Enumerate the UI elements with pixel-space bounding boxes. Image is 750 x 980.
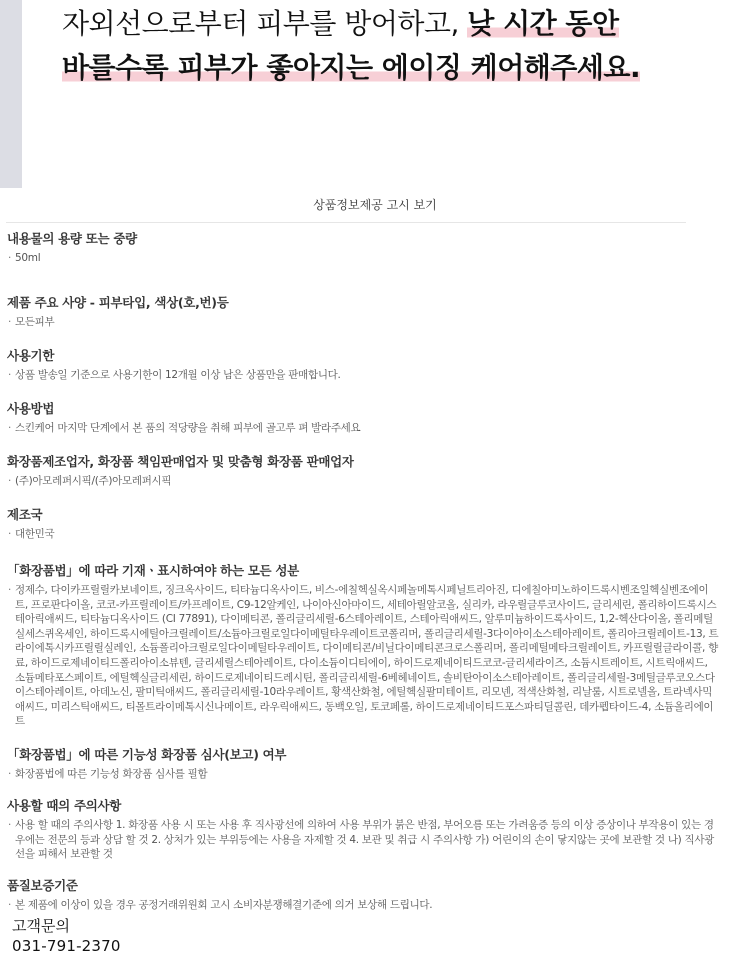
notice-item-value: · 50ml xyxy=(7,251,719,266)
notice-title[interactable]: 상품정보제공 고시 보기 xyxy=(313,198,437,212)
hero-line-1-plain: 자외선으로부터 피부를 방어하고, xyxy=(62,7,468,40)
notice-item-label: 사용기한 xyxy=(7,348,55,363)
notice-item-value: · 정제수, 다이카프릴릴카보네이트, 징크옥사이드, 티타늄디옥사이드, 비스-에칠헥실옥시페놀메톡시페닐트리아진, 디에칠아미노하이드록시벤조일헥실벤조에이트, 프로판다이올, 코코-카프릴레이트/카프레이트, C9-12알케인, 나이아신아마이드, 세테아릴알코올, 실리카, 라우릴글루코사이드, 글리세린, 폴리하이드록시스테아릭애씨드, 티타늄디옥사이드 (CI 77891), 다이메티콘, 폴리글리세릴-6스테아레이트, 스테아릭애씨드, 알루미늄하이드록사이드, 1,2-헥산다이올, 폴리메틸실세스퀴옥세인, 하이드록시에틸아크릴레이트/소듐아크릴로일다이메틸타우레이트코폴리머, 폴리글리세릴-3다이아이소스테아레이트, 폴리아크릴레이트-13, 트라이에톡시카프릴릴실레인, 소듐폴리아크릴로일다이메틸타우레이트, 다이메티콘/비닐다이메티콘크로스폴리머, 폴리메틸메타크릴레이트, 카프릴릴글라이콜, 향료, 하이드로제네이티드폴리아이소뷰텐, 글리세릴스테아레이트, 다이소듐이디티에이, 하이드로제네이티드코코-글리세라이즈, 소듐시트레이트, 시트릭애씨드, 소듐메타포스페이트, 에틸헥실글리세린, 하이드로제네이티드레시틴, 폴리글리세릴-6베헤네이트, 솔비탄아이소스테아레이트, 폴리글리세릴-3메틸글루코오스다이스테아레이트, 아데노신, 팔미틱애씨드, 폴리글리세릴-10라우레이트, 황색산화철, 에틸헥실팔미테이트, 리모넨, 적색산화철, 리날룰, 시트로넬올, 트라넥사믹애씨드, 미리스틱애씨드, 티몰트라이메톡시신나메이트, 라우릭애씨드, 동백오일, 토코페롤, 하이드로제네이티드포스파티딜콜린, 데카펩타이드-4, 소듐올리에이트 xyxy=(7,583,719,729)
notice-item-label: 사용방법 xyxy=(7,401,55,416)
notice-item-value: · 화장품법에 따른 기능성 화장품 심사를 필함 xyxy=(7,767,719,782)
hero-line-1 xyxy=(62,4,619,44)
hero-line-1-bold: 낮 시간 동안 xyxy=(467,7,619,40)
notice-item-value: · 모든피부 xyxy=(7,315,719,330)
notice-item-ingredients xyxy=(7,562,719,729)
notice-divider xyxy=(6,222,686,223)
notice-item-label: 「화장품법」에 따라 기재ㆍ표시하여야 하는 모든 성분 xyxy=(7,563,299,578)
notice-item-volume xyxy=(7,230,719,266)
hero-line-2-bold: 바를수록 피부가 좋아지는 에이징 케어해주세요. xyxy=(62,51,641,84)
notice-item-value: · 상품 발송일 기준으로 사용기한이 12개월 이상 남은 상품만을 판매합니다. xyxy=(7,368,719,383)
customer-service-phone[interactable]: 031-791-2370 xyxy=(12,937,121,955)
hero-line-2 xyxy=(62,48,640,88)
hero-banner xyxy=(0,0,750,190)
notice-item-quality xyxy=(7,877,719,913)
customer-service xyxy=(12,916,121,956)
notice-list xyxy=(7,230,719,913)
notice-item-label: 제품 주요 사양 - 피부타입, 색상(호,번)등 xyxy=(7,295,229,310)
notice-item-value: · 스킨케어 마지막 단계에서 본 품의 적당량을 취해 피부에 골고루 펴 발라주세요 xyxy=(7,421,719,436)
hero-side-bar xyxy=(0,0,22,188)
notice-item-manufacturer xyxy=(7,453,719,489)
notice-item-label: 제조국 xyxy=(7,507,43,522)
notice-item-label: 내용물의 용량 또는 중량 xyxy=(7,231,137,246)
notice-item-functional xyxy=(7,746,719,782)
notice-item-label: 사용할 때의 주의사항 xyxy=(7,797,122,813)
notice-item-value: · (주)아모레퍼시픽/(주)아모레퍼시픽 xyxy=(7,474,719,489)
notice-item-value: · 사용 할 때의 주의사항 1. 화장품 사용 시 또는 사용 후 직사광선에 의하여 사용 부위가 붉은 반점, 부어오름 또는 가려움증 등의 이상 증상이나 부작용이 있는 경우에는 전문의 등과 상담 할 것 2. 상처가 있는 부위등에는 사용을 자제할 것 4. 보관 및 취급 시 주의사항 가) 어린이의 손이 닿지않는 곳에 보관할 것 나) 직사광선을 피해서 보관할 것 xyxy=(7,818,719,862)
notice-item-label: 화장품제조업자, 화장품 책임판매업자 및 맞춤형 화장품 판매업자 xyxy=(7,454,354,469)
customer-service-label: 고객문의 xyxy=(12,917,70,935)
notice-item-cautions xyxy=(7,797,719,862)
notice-item-label: 「화장품법」에 따른 기능성 화장품 심사(보고) 여부 xyxy=(7,746,287,762)
notice-item-origin xyxy=(7,506,719,542)
notice-item-usage xyxy=(7,400,719,436)
notice-item-value: · 본 제품에 이상이 있을 경우 공정거래위원회 고시 소비자분쟁해결기준에 의거 보상해 드립니다. xyxy=(7,898,719,913)
notice-item-label: 품질보증기준 xyxy=(7,877,78,893)
notice-item-spec xyxy=(7,294,719,330)
notice-item-value: · 대한민국 xyxy=(7,527,719,542)
notice-item-expiry xyxy=(7,347,719,383)
